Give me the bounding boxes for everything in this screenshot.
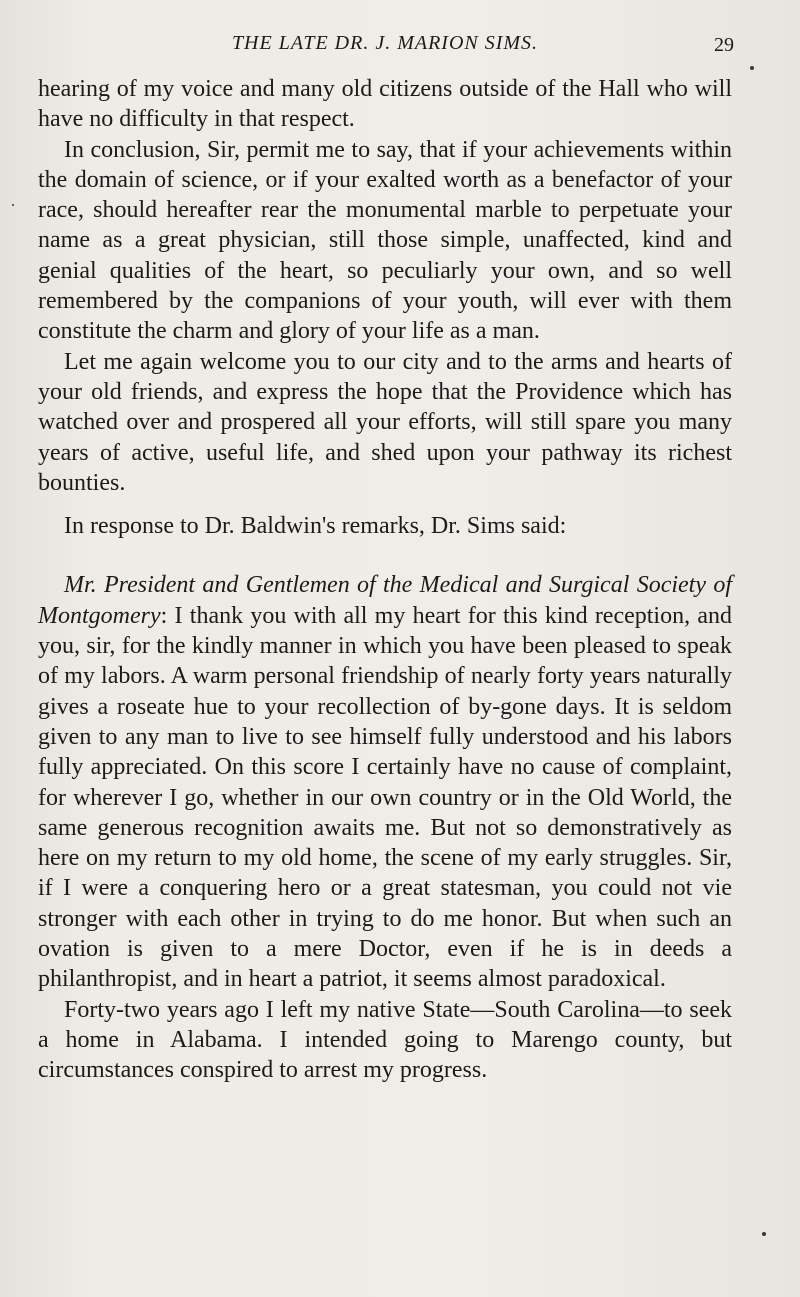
margin-speck — [762, 1232, 766, 1236]
page-number: 29 — [714, 34, 734, 56]
margin-speck — [12, 204, 14, 206]
paragraph-continuation: hearing of my voice and many old citizens outside of the Hall who will have no difficulty in that respect. — [38, 76, 732, 133]
running-head-title: THE LATE DR. J. MARION SIMS. — [231, 32, 539, 54]
body-text — [38, 74, 732, 1086]
speech-salutation: Mr. President and Gentlemen of the Medical and Surgical Society of Montgomery — [38, 572, 732, 629]
speech-opening: : I thank you with all my heart for this kind reception, and you, sir, for the kindly manner in which you have been pleased to speak of my labors. A warm personal friendship of nearly forty years naturally gives a roseate hue to your recollection of by-gone days. It is seldom given to any man to live to see himself fully understood and his labors fully appreciated. On this score I certainly have no cause of complaint, for wherever I go, whether in our own country or in the Old World, the same generous recognition awaits me. But not so demonstratively as here on my return to my old home, the scene of my early struggles. Sir, if I were a conquering hero or a great statesman, you could not vie stronger with each other in trying to do me honor. But when such an ovation is given to a mere Doctor, even if he is in deeds a philanthropist, and in heart a patriot, it seems almost paradoxical. — [38, 602, 732, 993]
response-line: In response to Dr. Baldwin's remarks, Dr. Sims said: — [64, 513, 567, 540]
running-head — [38, 30, 732, 56]
paragraph-conclusion: In conclusion, Sir, permit me to say, that if your achievements within the domain of science, or if your exalted worth as a benefactor of your race, should hereafter rear the monumental marble to perpetuate your name as a great physician, still those simple, unaffected, kind and genial qualities of the heart, so peculiarly your own, and so well remembered by the companions of your youth, will ever with them constitute the charm and glory of your life as a man. — [38, 136, 732, 345]
speech-closing-paragraph: Forty-two years ago I left my native State—South Carolina—to seek a home in Alabama. I intended going to Marengo county, but circumstances conspired to arrest my progress. — [38, 996, 732, 1084]
speech-paragraph — [38, 570, 732, 994]
paragraph-welcome: Let me again welcome you to our city and to the arms and hearts of your old friends, and express the hope that the Providence which has watched over and prospered all your efforts, will still spare you many years of active, useful life, and shed upon your pathway its richest bounties. — [38, 348, 732, 496]
margin-speck — [750, 66, 754, 70]
